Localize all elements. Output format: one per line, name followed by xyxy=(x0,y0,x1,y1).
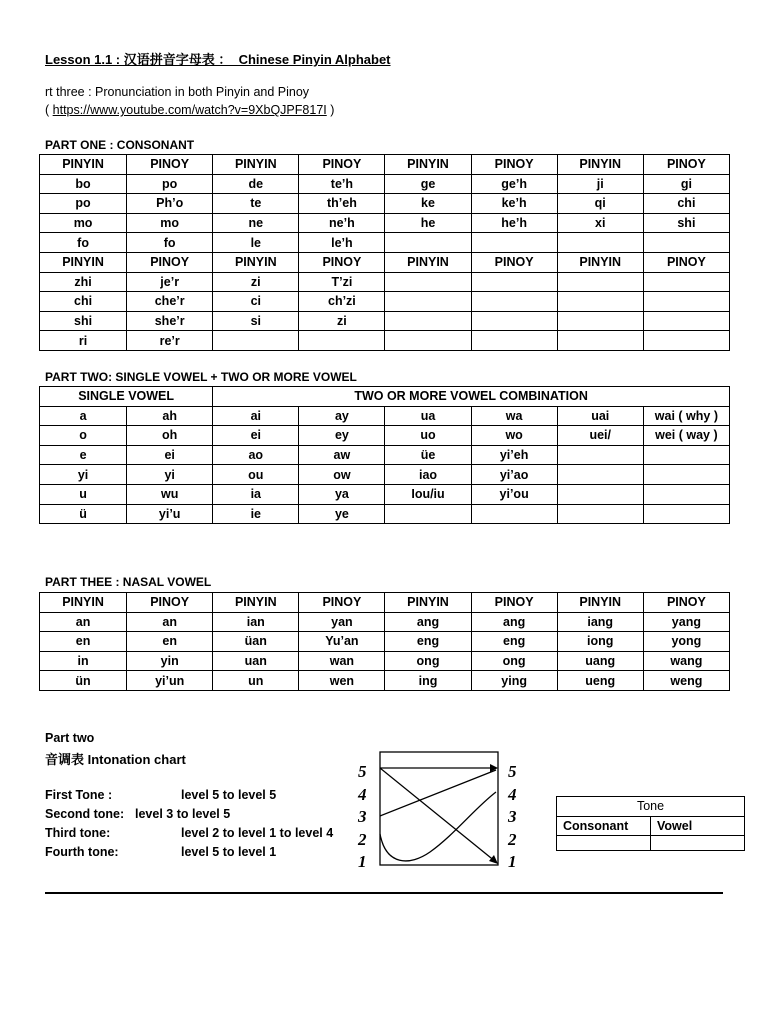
table-cell: po xyxy=(127,174,213,194)
table-cell: ri xyxy=(40,331,127,351)
table-cell: le xyxy=(213,233,299,253)
table-row xyxy=(40,233,730,253)
table-cell: ia xyxy=(213,484,299,504)
table-row xyxy=(40,292,730,312)
table-row xyxy=(40,311,730,331)
header-cell: PINOY xyxy=(299,252,385,272)
table-cell: ua xyxy=(385,406,471,426)
table-cell: Ph’o xyxy=(127,194,213,214)
part-three-heading: PART THEE : NASAL VOWEL xyxy=(45,575,212,589)
table-cell: e xyxy=(40,445,127,465)
table-cell: re’r xyxy=(127,331,213,351)
table-cell xyxy=(557,465,643,485)
table-cell: yi’ou xyxy=(471,484,557,504)
header-cell: PINOY xyxy=(299,155,385,175)
tone-vowel-header: Vowel xyxy=(651,816,745,836)
table-cell: ey xyxy=(299,426,385,446)
table-cell: yi’eh xyxy=(471,445,557,465)
table-cell: yan xyxy=(299,612,385,632)
table-cell: ying xyxy=(471,671,557,691)
tone-name: Fourth tone: xyxy=(45,845,119,859)
table-cell: ne xyxy=(213,213,299,233)
table-cell xyxy=(471,504,557,524)
table-cell: wu xyxy=(127,484,213,504)
tone-vowel-cell xyxy=(651,836,745,851)
table-cell: ai xyxy=(213,406,299,426)
table-cell: ci xyxy=(213,292,299,312)
table-cell: ie xyxy=(213,504,299,524)
table-cell: ong xyxy=(471,651,557,671)
table-cell xyxy=(643,504,729,524)
tone-name: Second tone: xyxy=(45,807,125,821)
table-cell: ke’h xyxy=(471,194,557,214)
table-cell: ye xyxy=(299,504,385,524)
table-cell: ah xyxy=(127,406,213,426)
nasal-vowel-table xyxy=(39,592,730,691)
bottom-rule xyxy=(45,892,723,894)
table-row xyxy=(40,331,730,351)
video-link-line xyxy=(45,103,334,117)
table-cell xyxy=(557,484,643,504)
table-cell: iao xyxy=(385,465,471,485)
table-cell: en xyxy=(40,632,127,652)
table-cell xyxy=(471,233,557,253)
table-cell: si xyxy=(213,311,299,331)
table-cell: she’r xyxy=(127,311,213,331)
table-cell xyxy=(643,272,729,292)
table-cell xyxy=(557,504,643,524)
intro-line: rt three : Pronunciation in both Pinyin and Pinoy xyxy=(45,85,310,99)
table-cell: ing xyxy=(385,671,471,691)
header-cell: PINOY xyxy=(471,593,557,613)
table-cell: eng xyxy=(385,632,471,652)
header-cell: PINYIN xyxy=(385,252,471,272)
table-cell: un xyxy=(213,671,299,691)
header-cell: PINOY xyxy=(643,252,729,272)
table-cell: üan xyxy=(213,632,299,652)
table-cell xyxy=(557,331,643,351)
single-vowel-header: SINGLE VOWEL xyxy=(40,387,213,407)
table-cell xyxy=(213,331,299,351)
youtube-link[interactable]: https://www.youtube.com/watch?v=9XbQJPF817I xyxy=(52,103,327,117)
table-cell: ei xyxy=(213,426,299,446)
table-cell: oh xyxy=(127,426,213,446)
header-cell: PINYIN xyxy=(40,252,127,272)
table-cell: ne’h xyxy=(299,213,385,233)
table-cell: le’h xyxy=(299,233,385,253)
table-cell: ch’zi xyxy=(299,292,385,312)
header-cell: PINOY xyxy=(127,593,213,613)
tone-description: level 5 to level 5 xyxy=(181,788,277,802)
tone-description: level 2 to level 1 to level 4 xyxy=(181,826,334,840)
header-cell: PINOY xyxy=(471,155,557,175)
table-cell: ian xyxy=(213,612,299,632)
table-cell: wa xyxy=(471,406,557,426)
header-cell: PINOY xyxy=(127,252,213,272)
table-cell: uei/ xyxy=(557,426,643,446)
table-cell: wai ( why ) xyxy=(643,406,729,426)
table-cell: he’h xyxy=(471,213,557,233)
table-cell: ang xyxy=(385,612,471,632)
level-label: 4 xyxy=(508,784,517,804)
table-cell: uo xyxy=(385,426,471,446)
header-cell: PINYIN xyxy=(213,593,299,613)
header-cell: PINYIN xyxy=(40,593,127,613)
table-cell xyxy=(471,292,557,312)
table-cell xyxy=(643,311,729,331)
table-cell xyxy=(557,272,643,292)
header-cell: PINYIN xyxy=(557,593,643,613)
part-label: Part two xyxy=(45,731,95,745)
table-row xyxy=(40,465,730,485)
table-row xyxy=(40,612,730,632)
header-row xyxy=(40,387,730,407)
tone-consonant-cell xyxy=(557,836,651,851)
table-row xyxy=(40,671,730,691)
link-close: ) xyxy=(326,103,335,117)
table-cell: yi xyxy=(40,465,127,485)
header-cell: PINYIN xyxy=(385,155,471,175)
table-cell xyxy=(385,504,471,524)
header-cell: PINYIN xyxy=(557,252,643,272)
table-cell xyxy=(385,233,471,253)
table-cell xyxy=(643,331,729,351)
table-cell: bo xyxy=(40,174,127,194)
second-tone-line xyxy=(380,770,496,816)
table-cell: Yu’an xyxy=(299,632,385,652)
table-cell: aw xyxy=(299,445,385,465)
table-row xyxy=(40,406,730,426)
header-cell: PINOY xyxy=(127,155,213,175)
level-label: 1 xyxy=(508,852,517,871)
table-row xyxy=(40,194,730,214)
table-cell: u xyxy=(40,484,127,504)
table-row xyxy=(40,174,730,194)
table-cell xyxy=(385,292,471,312)
level-label: 1 xyxy=(358,852,367,871)
tone-name: First Tone : xyxy=(45,788,113,802)
table-cell: ü xyxy=(40,504,127,524)
table-cell: he xyxy=(385,213,471,233)
header-row xyxy=(40,155,730,175)
table-cell xyxy=(643,292,729,312)
table-cell xyxy=(471,272,557,292)
table-cell: shi xyxy=(40,311,127,331)
tone-name: Third tone: xyxy=(45,826,111,840)
table-cell: ang xyxy=(471,612,557,632)
table-cell: an xyxy=(127,612,213,632)
table-cell: po xyxy=(40,194,127,214)
table-row xyxy=(40,651,730,671)
header-cell: PINYIN xyxy=(557,155,643,175)
table-cell: ün xyxy=(40,671,127,691)
table-cell: ke xyxy=(385,194,471,214)
table-row xyxy=(40,445,730,465)
table-cell: yong xyxy=(643,632,729,652)
table-cell: T’zi xyxy=(299,272,385,292)
table-cell: üe xyxy=(385,445,471,465)
level-label: 5 xyxy=(358,762,367,781)
table-cell: yang xyxy=(643,612,729,632)
table-cell: ge’h xyxy=(471,174,557,194)
table-cell: yin xyxy=(127,651,213,671)
third-tone-curve xyxy=(380,792,496,861)
table-cell: te xyxy=(213,194,299,214)
table-cell xyxy=(471,331,557,351)
table-cell xyxy=(643,484,729,504)
table-cell: zi xyxy=(299,311,385,331)
table-cell: ou xyxy=(213,465,299,485)
table-cell: uang xyxy=(557,651,643,671)
table-cell: fo xyxy=(40,233,127,253)
header-row xyxy=(40,593,730,613)
table-cell: je’r xyxy=(127,272,213,292)
header-cell: PINYIN xyxy=(385,593,471,613)
level-label: 3 xyxy=(358,807,367,826)
table-cell: zi xyxy=(213,272,299,292)
table-cell xyxy=(471,311,557,331)
header-cell: PINYIN xyxy=(213,155,299,175)
table-row xyxy=(40,632,730,652)
table-cell: xi xyxy=(557,213,643,233)
table-cell xyxy=(299,331,385,351)
table-cell: o xyxy=(40,426,127,446)
table-cell: yi xyxy=(127,465,213,485)
level-label: 2 xyxy=(508,829,517,849)
table-row xyxy=(40,213,730,233)
tone-table-title: Tone xyxy=(557,797,745,817)
table-cell: th’eh xyxy=(299,194,385,214)
table-cell xyxy=(557,311,643,331)
header-cell: PINOY xyxy=(643,155,729,175)
table-row xyxy=(40,504,730,524)
table-cell: ao xyxy=(213,445,299,465)
table-cell: eng xyxy=(471,632,557,652)
table-cell: wei ( way ) xyxy=(643,426,729,446)
table-cell: wen xyxy=(299,671,385,691)
table-cell: mo xyxy=(40,213,127,233)
table-cell xyxy=(557,233,643,253)
tone-description: level 5 to level 1 xyxy=(181,845,277,859)
header-cell: PINYIN xyxy=(40,155,127,175)
table-cell: wang xyxy=(643,651,729,671)
table-cell xyxy=(557,445,643,465)
table-cell: ow xyxy=(299,465,385,485)
table-cell: zhi xyxy=(40,272,127,292)
table-cell: yi’u xyxy=(127,504,213,524)
table-cell: fo xyxy=(127,233,213,253)
table-cell: ueng xyxy=(557,671,643,691)
table-cell: iang xyxy=(557,612,643,632)
vowel-combination-header: TWO OR MORE VOWEL COMBINATION xyxy=(213,387,730,407)
vowel-table xyxy=(39,386,730,524)
table-cell xyxy=(385,311,471,331)
table-cell: mo xyxy=(127,213,213,233)
table-cell: qi xyxy=(557,194,643,214)
level-label: 4 xyxy=(358,784,367,804)
table-cell xyxy=(643,233,729,253)
consonant-table xyxy=(39,154,730,351)
table-cell: de xyxy=(213,174,299,194)
table-cell: a xyxy=(40,406,127,426)
table-cell: ya xyxy=(299,484,385,504)
table-cell: ei xyxy=(127,445,213,465)
table-cell xyxy=(643,445,729,465)
tone-consonant-header: Consonant xyxy=(557,816,651,836)
table-cell: iong xyxy=(557,632,643,652)
table-cell: ay xyxy=(299,406,385,426)
tone-description: level 3 to level 5 xyxy=(135,807,231,821)
table-cell: en xyxy=(127,632,213,652)
level-label: 5 xyxy=(508,762,517,781)
table-cell: yi’un xyxy=(127,671,213,691)
header-cell: PINOY xyxy=(299,593,385,613)
header-row xyxy=(40,252,730,272)
table-cell: yi’ao xyxy=(471,465,557,485)
fourth-tone-line xyxy=(380,768,496,862)
part-two-heading: PART TWO: SINGLE VOWEL + TWO OR MORE VOWEL xyxy=(45,370,357,384)
table-cell xyxy=(557,292,643,312)
table-cell: gi xyxy=(643,174,729,194)
table-cell: wo xyxy=(471,426,557,446)
table-cell: uai xyxy=(557,406,643,426)
table-cell: ong xyxy=(385,651,471,671)
table-cell xyxy=(385,331,471,351)
fourth-tone-arrow xyxy=(489,855,498,864)
table-cell: wan xyxy=(299,651,385,671)
header-cell: PINOY xyxy=(471,252,557,272)
table-cell: in xyxy=(40,651,127,671)
table-row xyxy=(40,272,730,292)
table-cell: Iou/iu xyxy=(385,484,471,504)
table-row xyxy=(40,426,730,446)
level-label: 3 xyxy=(508,807,517,826)
table-cell: ge xyxy=(385,174,471,194)
header-cell: PINYIN xyxy=(213,252,299,272)
table-cell: shi xyxy=(643,213,729,233)
table-cell: che’r xyxy=(127,292,213,312)
link-open: ( xyxy=(45,103,53,117)
intonation-chart-title: 音调表 Intonation chart xyxy=(45,752,186,767)
table-cell: chi xyxy=(643,194,729,214)
page-title: Lesson 1.1 : 汉语拼音字母表 ： Chinese Pinyin Alphabet xyxy=(45,52,391,67)
table-cell: uan xyxy=(213,651,299,671)
table-cell: ji xyxy=(557,174,643,194)
part-one-heading: PART ONE : CONSONANT xyxy=(45,138,195,152)
table-cell: weng xyxy=(643,671,729,691)
table-cell: te’h xyxy=(299,174,385,194)
table-cell xyxy=(643,465,729,485)
level-label: 2 xyxy=(358,829,367,849)
table-cell: an xyxy=(40,612,127,632)
tone-table xyxy=(556,796,745,851)
header-cell: PINOY xyxy=(643,593,729,613)
table-cell: chi xyxy=(40,292,127,312)
table-cell xyxy=(385,272,471,292)
table-row xyxy=(40,484,730,504)
